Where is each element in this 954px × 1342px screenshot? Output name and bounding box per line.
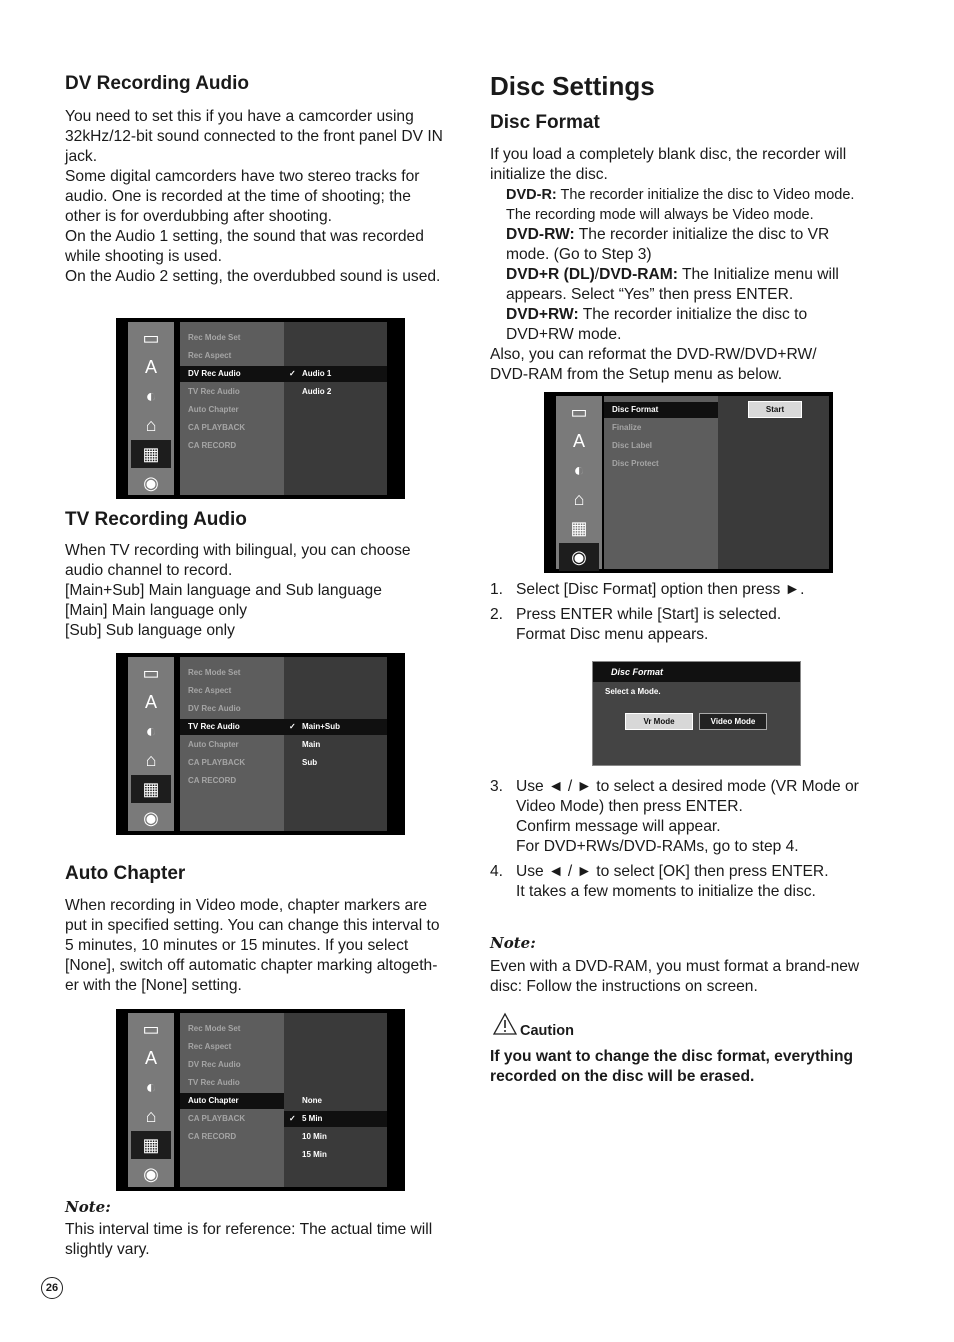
menu-item: CA PLAYBACK: [188, 1114, 246, 1123]
menu-item: Finalize: [612, 423, 642, 432]
language-icon: A: [144, 1048, 157, 1068]
text-line: [Main] Main language only: [65, 602, 248, 619]
menu-item: Rec Mode Set: [188, 668, 241, 677]
display-icon: ▭: [142, 328, 160, 348]
option-selected: [284, 366, 387, 382]
step-text: For DVD+RWs/DVD-RAMs, go to step 4.: [516, 838, 799, 855]
menu-item: TV Rec Audio: [188, 1078, 240, 1087]
text-line: 5 minutes, 10 minutes or 15 minutes. If you select: [65, 937, 409, 954]
lock-icon: ⌂: [145, 750, 157, 770]
option: [284, 1129, 387, 1145]
dvd-plus-rw-text: The recorder initialize the disc to: [578, 306, 808, 323]
step-text: Format Disc menu appears.: [516, 626, 709, 643]
audio-icon: ◐: [145, 386, 157, 406]
menu-item: Auto Chapter: [188, 740, 239, 749]
option: [284, 1147, 387, 1163]
step-text: Press ENTER while [Start] is selected.: [516, 606, 782, 623]
text-line: Some digital camcorders have two stereo tracks for: [65, 168, 420, 185]
page-number: 26: [41, 1277, 63, 1299]
display-icon: ▭: [570, 402, 588, 422]
check-icon: ✓: [289, 369, 296, 378]
display-icon: ▭: [142, 663, 160, 683]
text-line: Even with a DVD-RAM, you must format a brand-new: [490, 958, 860, 975]
menu-item-selected: Disc Format: [604, 402, 718, 418]
step-text: Confirm message will appear.: [516, 818, 721, 835]
auto-chapter-text: [65, 896, 440, 996]
text-line: other is for overdubbing after shooting.: [65, 208, 332, 225]
text-line: audio channel to record.: [65, 562, 233, 579]
left-note-heading: Note:: [65, 1198, 111, 1216]
text-line: slightly vary.: [65, 1241, 150, 1258]
text-line: mode. (Go to Step 3): [506, 246, 652, 263]
check-icon: ✓: [289, 722, 296, 731]
option-panel: [718, 396, 829, 569]
step-number: 2.: [490, 606, 504, 623]
option-label: None: [302, 1096, 322, 1105]
dvd-rw-label: DVD-RW:: [506, 226, 575, 243]
auto-chapter-heading: Auto Chapter: [65, 863, 186, 884]
right-note-heading: Note:: [490, 934, 536, 952]
audio-icon: ◐: [145, 1077, 157, 1097]
menu-item: Rec Mode Set: [188, 333, 241, 342]
disc-icon: ◉: [143, 473, 159, 493]
step-number: 3.: [490, 778, 504, 795]
disc-icon: ◉: [143, 1164, 159, 1184]
dv-recording-audio-text: [65, 107, 443, 287]
menu-item-selected: DV Rec Audio: [180, 366, 284, 382]
text-line: [Main+Sub] Main language and Sub language: [65, 582, 382, 599]
text-line: You need to set this if you have a camcorder using: [65, 108, 414, 125]
menu-item: Rec Aspect: [188, 1042, 232, 1051]
text-line: 32kHz/12-bit sound connected to the front panel DV IN: [65, 128, 443, 145]
vr-mode-button: Vr Mode: [625, 713, 693, 730]
option: [284, 737, 387, 753]
menu-icon-column: [128, 1013, 174, 1187]
option-list: [284, 322, 387, 495]
dvd-rw-line: [506, 225, 854, 245]
menu-item-selected: Auto Chapter: [180, 1093, 284, 1109]
tv-rec-audio-menu-screenshot: [116, 653, 405, 835]
dvd-plus-rw-label: DVD+RW:: [506, 306, 579, 323]
tv-recording-audio-heading: TV Recording Audio: [65, 509, 247, 530]
text-line: The recording mode will always be Video mode.: [506, 207, 814, 223]
dvd-r-dl-line: [506, 265, 854, 285]
menu-item: Disc Label: [612, 441, 653, 450]
dvd-r-label: DVD-R:: [506, 187, 557, 203]
menu-item-list: [180, 657, 284, 831]
step-3: [490, 777, 859, 857]
step-4: [490, 862, 829, 902]
dialog-title: Disc Format: [593, 662, 800, 682]
option-selected: [284, 719, 387, 735]
option-label: 5 Min: [302, 1114, 323, 1123]
menu-icon-column: [128, 657, 174, 831]
text-line: On the Audio 2 setting, the overdubbed sound is used.: [65, 268, 441, 285]
text-line: audio. One is recorded at the time of shooting; the: [65, 188, 411, 205]
menu-item: CA PLAYBACK: [188, 423, 246, 432]
option-label: Main+Sub: [302, 722, 341, 731]
menu-item: Rec Mode Set: [188, 1024, 241, 1033]
recording-icon: ▦: [131, 1131, 171, 1159]
menu-item: Rec Aspect: [188, 351, 232, 360]
menu-item-selected: TV Rec Audio: [180, 719, 284, 735]
dvd-ram-text: The Initialize menu will: [677, 266, 839, 283]
option-label: Audio 2: [302, 387, 332, 396]
step-1: [490, 580, 804, 600]
option: [284, 1093, 387, 1109]
step-text: Use ◄ / ► to select [OK] then press ENTER.: [516, 863, 829, 880]
option-label: Main: [302, 740, 321, 749]
disc-format-intro: [490, 145, 846, 185]
dvd-plus-rw-line: [506, 305, 854, 325]
disc-type-list: [506, 185, 854, 345]
step-text: Use ◄ / ► to select a desired mode (VR Mode or: [516, 778, 859, 795]
option-list: [284, 1013, 387, 1187]
dv-recording-audio-heading: DV Recording Audio: [65, 73, 250, 94]
language-icon: A: [144, 357, 157, 377]
text-line: disc: Follow the instructions on screen.: [490, 978, 758, 995]
step-number: 1.: [490, 581, 504, 598]
dv-rec-audio-menu-screenshot: [116, 318, 405, 499]
text-line: If you want to change the disc format, everything: [490, 1048, 854, 1065]
menu-icon-column: [556, 396, 602, 569]
dvd-rw-text: The recorder initialize the disc to VR: [574, 226, 830, 243]
language-icon: A: [144, 692, 157, 712]
lock-icon: ⌂: [145, 415, 157, 435]
dialog-prompt: Select a Mode.: [605, 687, 661, 696]
recording-icon: ▦: [131, 775, 171, 803]
text-line: [Sub] Sub language only: [65, 622, 235, 639]
menu-item: DV Rec Audio: [188, 1060, 241, 1069]
left-note-text: [65, 1220, 432, 1260]
disc-icon: ◉: [559, 543, 599, 571]
option: [284, 384, 387, 400]
video-mode-button: Video Mode: [699, 713, 767, 730]
dvd-r-dl-label: DVD+R (DL): [506, 266, 595, 283]
option-label: Audio 1: [302, 369, 332, 378]
recording-icon: ▦: [570, 518, 588, 538]
disc-icon: ◉: [143, 808, 159, 828]
page-title: Disc Settings: [490, 71, 655, 101]
warning-icon: [492, 1012, 518, 1041]
slash: /: [594, 266, 600, 283]
menu-item: TV Rec Audio: [188, 387, 240, 396]
text-line: initialize the disc.: [490, 166, 608, 183]
audio-icon: ◐: [573, 460, 585, 480]
caution-text: [490, 1047, 853, 1087]
dvd-ram-label: DVD-RAM:: [599, 266, 678, 283]
menu-item: CA RECORD: [188, 1132, 237, 1141]
text-line: If you load a completely blank disc, the recorder will: [490, 146, 847, 163]
display-icon: ▭: [142, 1019, 160, 1039]
text-line: On the Audio 1 setting, the sound that was recorded: [65, 228, 424, 245]
option-label: 15 Min: [302, 1150, 327, 1159]
menu-item-list: [180, 1013, 284, 1187]
option-label: Sub: [302, 758, 318, 767]
menu-icon-column: [128, 322, 174, 495]
menu-item-list: [180, 322, 284, 495]
tv-recording-audio-text: [65, 541, 411, 641]
option: [284, 755, 387, 771]
caution-heading: Caution: [520, 1023, 574, 1039]
text-line: appears. Select “Yes” then press ENTER.: [506, 286, 794, 303]
recording-icon: ▦: [131, 440, 171, 468]
lock-icon: ⌂: [573, 489, 585, 509]
disc-format-menu-screenshot: [544, 392, 833, 573]
dvd-r-line: [506, 185, 854, 205]
reformat-text: [490, 345, 817, 385]
menu-item: CA RECORD: [188, 776, 237, 785]
option-list: [284, 657, 387, 831]
menu-item-list: [604, 396, 718, 569]
text-line: Also, you can reformat the DVD-RW/DVD+RW/: [490, 346, 817, 363]
text-line: When recording in Video mode, chapter markers are: [65, 897, 428, 914]
format-disc-dialog-screenshot: [592, 661, 801, 766]
text-line: DVD+RW mode.: [506, 326, 622, 343]
step-number: 4.: [490, 863, 504, 880]
step-text: Video Mode) then press ENTER.: [516, 798, 743, 815]
text-line: while shooting is used.: [65, 248, 222, 265]
disc-format-heading: Disc Format: [490, 112, 600, 133]
menu-item: Auto Chapter: [188, 405, 239, 414]
menu-item: CA RECORD: [188, 441, 237, 450]
step-text: Select [Disc Format] option then press ►.: [516, 581, 805, 598]
menu-item: Rec Aspect: [188, 686, 232, 695]
auto-chapter-menu-screenshot: [116, 1009, 405, 1191]
dvd-r-text: The recorder initialize the disc to Video mode.: [556, 187, 855, 203]
start-button: Start: [748, 401, 802, 418]
option-selected: [284, 1111, 387, 1127]
right-note-text: [490, 957, 859, 997]
text-line: jack.: [65, 148, 98, 165]
menu-item: DV Rec Audio: [188, 704, 241, 713]
step-text: It takes a few moments to initialize the disc.: [516, 883, 816, 900]
text-line: DVD-RAM from the Setup menu as below.: [490, 366, 783, 383]
audio-icon: ◐: [145, 721, 157, 741]
check-icon: ✓: [289, 1114, 296, 1123]
menu-item: CA PLAYBACK: [188, 758, 246, 767]
text-line: er with the [None] setting.: [65, 977, 242, 994]
option-label: 10 Min: [302, 1132, 327, 1141]
text-line: put in specified setting. You can change this interval to: [65, 917, 440, 934]
language-icon: A: [572, 431, 585, 451]
lock-icon: ⌂: [145, 1106, 157, 1126]
menu-item: Disc Protect: [612, 459, 659, 468]
text-line: recorded on the disc will be erased.: [490, 1068, 755, 1085]
step-2: [490, 605, 781, 645]
text-line: This interval time is for reference: The actual time will: [65, 1221, 433, 1238]
text-line: [None], switch off automatic chapter marking altogeth-: [65, 957, 438, 974]
text-line: When TV recording with bilingual, you can choose: [65, 542, 411, 559]
